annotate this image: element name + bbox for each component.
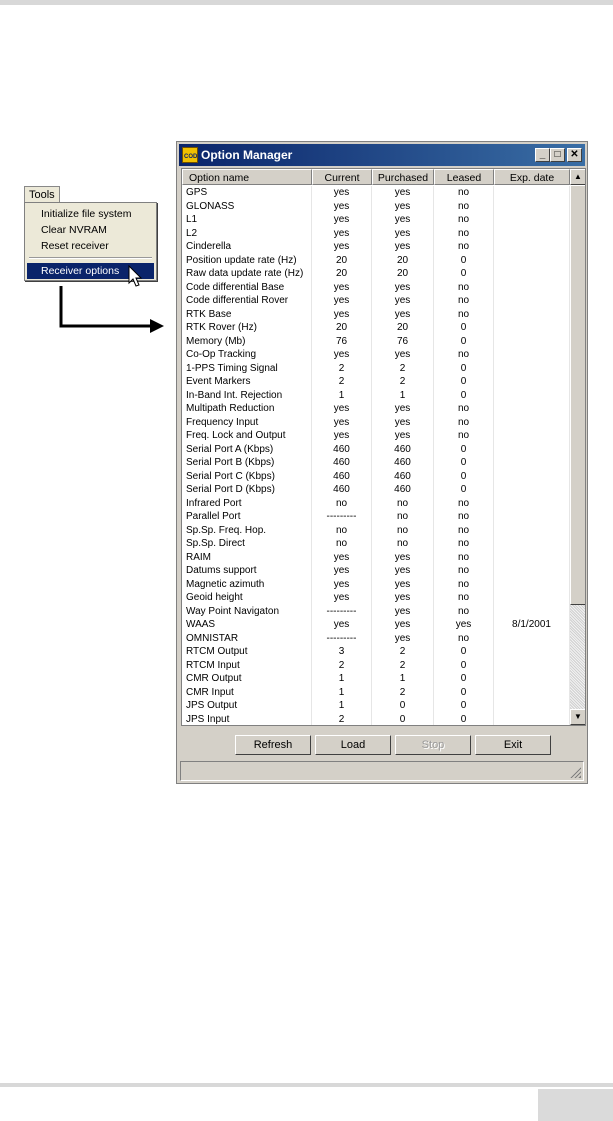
current-cell: yes	[312, 213, 372, 227]
exp-date-cell	[494, 456, 570, 470]
page-number-box	[538, 1089, 613, 1121]
leased-cell: no	[434, 416, 494, 430]
leased-cell: 0	[434, 335, 494, 349]
option-name-cell: WAAS	[182, 618, 312, 632]
table-row[interactable]	[182, 605, 570, 619]
exp-date-cell	[494, 200, 570, 214]
option-name-cell: Memory (Mb)	[182, 335, 312, 349]
leased-cell: 0	[434, 686, 494, 700]
leased-cell: 0	[434, 254, 494, 268]
current-cell: 20	[312, 254, 372, 268]
exp-date-cell	[494, 537, 570, 551]
current-cell: 460	[312, 443, 372, 457]
table-row[interactable]	[182, 240, 570, 254]
option-name-cell: Parallel Port	[182, 510, 312, 524]
purchased-cell: 2	[372, 659, 434, 673]
table-row[interactable]	[182, 402, 570, 416]
leased-cell: 0	[434, 713, 494, 727]
option-name-cell: JPS Output	[182, 699, 312, 713]
purchased-cell: yes	[372, 308, 434, 322]
option-name-cell: JPS Input	[182, 713, 312, 727]
exp-date-cell	[494, 470, 570, 484]
exp-date-cell	[494, 402, 570, 416]
leased-cell: no	[434, 213, 494, 227]
option-name-cell: Co-Op Tracking	[182, 348, 312, 362]
leased-cell: 0	[434, 470, 494, 484]
current-cell: ---------	[312, 605, 372, 619]
option-name-cell: Magnetic azimuth	[182, 578, 312, 592]
current-cell: yes	[312, 564, 372, 578]
purchased-cell: 460	[372, 470, 434, 484]
table-row[interactable]	[182, 591, 570, 605]
exp-date-cell	[494, 362, 570, 376]
menu-item-clear-nvram[interactable]: Clear NVRAM	[41, 224, 107, 236]
leased-cell: 0	[434, 645, 494, 659]
table-row[interactable]	[182, 510, 570, 524]
exp-date-cell	[494, 348, 570, 362]
table-row[interactable]	[182, 281, 570, 295]
page-bottom-rule	[0, 1083, 613, 1087]
exp-date-cell	[494, 645, 570, 659]
table-row[interactable]	[182, 456, 570, 470]
exp-date-cell	[494, 227, 570, 241]
current-cell: yes	[312, 240, 372, 254]
current-cell: 76	[312, 335, 372, 349]
leased-cell: 0	[434, 443, 494, 457]
option-name-cell: RTK Rover (Hz)	[182, 321, 312, 335]
current-cell: yes	[312, 416, 372, 430]
option-name-cell: Serial Port B (Kbps)	[182, 456, 312, 470]
column-header-purchased[interactable]: Purchased	[372, 169, 434, 185]
exp-date-cell	[494, 294, 570, 308]
exp-date-cell	[494, 389, 570, 403]
table-row[interactable]	[182, 483, 570, 497]
table-row[interactable]	[182, 362, 570, 376]
purchased-cell: yes	[372, 200, 434, 214]
option-name-cell: Position update rate (Hz)	[182, 254, 312, 268]
current-cell: 1	[312, 686, 372, 700]
option-name-cell: Cinderella	[182, 240, 312, 254]
exp-date-cell	[494, 213, 570, 227]
current-cell: 20	[312, 267, 372, 281]
purchased-cell: yes	[372, 294, 434, 308]
table-row[interactable]	[182, 618, 570, 632]
current-cell: no	[312, 497, 372, 511]
vertical-scrollbar[interactable]	[570, 169, 586, 725]
table-row[interactable]	[182, 497, 570, 511]
leased-cell: 0	[434, 672, 494, 686]
option-name-cell: RTCM Input	[182, 659, 312, 673]
table-row[interactable]	[182, 470, 570, 484]
purchased-cell: yes	[372, 186, 434, 200]
leased-cell: no	[434, 510, 494, 524]
scrollbar-thumb[interactable]	[570, 185, 586, 605]
table-row[interactable]	[182, 308, 570, 322]
leased-cell: no	[434, 308, 494, 322]
option-name-cell: Frequency Input	[182, 416, 312, 430]
exp-date-cell	[494, 605, 570, 619]
current-cell: yes	[312, 281, 372, 295]
current-cell: yes	[312, 551, 372, 565]
stop-button[interactable]: Stop	[395, 735, 471, 755]
table-row[interactable]	[182, 672, 570, 686]
exp-date-cell	[494, 429, 570, 443]
current-cell: yes	[312, 227, 372, 241]
table-row[interactable]	[182, 686, 570, 700]
leased-cell: no	[434, 294, 494, 308]
purchased-cell: no	[372, 537, 434, 551]
purchased-cell: yes	[372, 240, 434, 254]
purchased-cell: yes	[372, 632, 434, 646]
leased-cell: 0	[434, 456, 494, 470]
menu-item-receiver-options[interactable]: Receiver options	[27, 263, 154, 279]
leased-cell: 0	[434, 321, 494, 335]
leased-cell: no	[434, 551, 494, 565]
leased-cell: no	[434, 497, 494, 511]
purchased-cell: 2	[372, 645, 434, 659]
current-cell: yes	[312, 591, 372, 605]
table-row[interactable]	[182, 186, 570, 200]
table-row[interactable]	[182, 227, 570, 241]
table-row[interactable]	[182, 389, 570, 403]
exp-date-cell: 8/1/2001	[494, 618, 570, 632]
current-cell: yes	[312, 429, 372, 443]
table-row[interactable]	[182, 348, 570, 362]
exp-date-cell	[494, 510, 570, 524]
window-titlebar[interactable]	[179, 144, 585, 166]
exp-date-cell	[494, 672, 570, 686]
current-cell: no	[312, 524, 372, 538]
leased-cell: no	[434, 632, 494, 646]
current-cell: 20	[312, 321, 372, 335]
option-name-cell: Way Point Navigaton	[182, 605, 312, 619]
exp-date-cell	[494, 524, 570, 538]
purchased-cell: 0	[372, 699, 434, 713]
table-row[interactable]	[182, 551, 570, 565]
purchased-cell: yes	[372, 402, 434, 416]
option-name-cell: Code differential Rover	[182, 294, 312, 308]
menu-item-reset-receiver[interactable]: Reset receiver	[41, 240, 109, 252]
option-name-cell: RTCM Output	[182, 645, 312, 659]
current-cell: 2	[312, 362, 372, 376]
option-name-cell: Code differential Base	[182, 281, 312, 295]
leased-cell: no	[434, 564, 494, 578]
option-name-cell: GPS	[182, 186, 312, 200]
option-name-cell: 1-PPS Timing Signal	[182, 362, 312, 376]
table-row[interactable]	[182, 659, 570, 673]
purchased-cell: 20	[372, 321, 434, 335]
leased-cell: no	[434, 227, 494, 241]
option-name-cell: Event Markers	[182, 375, 312, 389]
leased-cell: no	[434, 281, 494, 295]
exp-date-cell	[494, 578, 570, 592]
leased-cell: no	[434, 578, 494, 592]
option-name-cell: Sp.Sp. Direct	[182, 537, 312, 551]
purchased-cell: yes	[372, 551, 434, 565]
leased-cell: 0	[434, 483, 494, 497]
load-button[interactable]: Load	[315, 735, 391, 755]
current-cell: yes	[312, 618, 372, 632]
option-name-cell: Serial Port C (Kbps)	[182, 470, 312, 484]
maximize-button[interactable]: □	[550, 148, 565, 162]
scroll-up-arrow-icon[interactable]: ▲	[570, 169, 586, 185]
window-title: Option Manager	[201, 148, 293, 162]
option-name-cell: RTK Base	[182, 308, 312, 322]
exp-date-cell	[494, 335, 570, 349]
table-row[interactable]	[182, 645, 570, 659]
current-cell: 460	[312, 483, 372, 497]
current-cell: 2	[312, 659, 372, 673]
option-name-cell: L2	[182, 227, 312, 241]
current-cell: yes	[312, 308, 372, 322]
option-name-cell: GLONASS	[182, 200, 312, 214]
column-header-leased[interactable]: Leased	[434, 169, 494, 185]
app-icon: COD	[182, 147, 198, 163]
table-row[interactable]	[182, 335, 570, 349]
table-row[interactable]	[182, 429, 570, 443]
leased-cell: no	[434, 402, 494, 416]
leased-cell: no	[434, 591, 494, 605]
purchased-cell: yes	[372, 348, 434, 362]
option-name-cell: OMNISTAR	[182, 632, 312, 646]
exp-date-cell	[494, 186, 570, 200]
exp-date-cell	[494, 267, 570, 281]
callout-arrow-icon	[56, 286, 166, 336]
table-row[interactable]	[182, 537, 570, 551]
current-cell: no	[312, 537, 372, 551]
leased-cell: no	[434, 537, 494, 551]
option-name-cell: Geoid height	[182, 591, 312, 605]
current-cell: yes	[312, 200, 372, 214]
exp-date-cell	[494, 686, 570, 700]
table-row[interactable]	[182, 713, 570, 727]
option-manager-window	[176, 141, 588, 784]
exp-date-cell	[494, 551, 570, 565]
option-name-cell: Serial Port D (Kbps)	[182, 483, 312, 497]
current-cell: 460	[312, 456, 372, 470]
refresh-button[interactable]: Refresh	[235, 735, 311, 755]
option-name-cell: Datums support	[182, 564, 312, 578]
exp-date-cell	[494, 308, 570, 322]
table-row[interactable]	[182, 632, 570, 646]
options-table	[181, 168, 586, 726]
leased-cell: no	[434, 240, 494, 254]
purchased-cell: yes	[372, 564, 434, 578]
purchased-cell: 2	[372, 686, 434, 700]
table-row[interactable]	[182, 699, 570, 713]
scroll-down-arrow-icon[interactable]: ▼	[570, 709, 586, 725]
leased-cell: no	[434, 605, 494, 619]
exp-date-cell	[494, 443, 570, 457]
current-cell: yes	[312, 294, 372, 308]
leased-cell: 0	[434, 699, 494, 713]
current-cell: 3	[312, 645, 372, 659]
exp-date-cell	[494, 416, 570, 430]
purchased-cell: 20	[372, 267, 434, 281]
current-cell: 1	[312, 699, 372, 713]
current-cell: yes	[312, 348, 372, 362]
leased-cell: no	[434, 200, 494, 214]
option-name-cell: Sp.Sp. Freq. Hop.	[182, 524, 312, 538]
option-name-cell: Multipath Reduction	[182, 402, 312, 416]
table-row[interactable]	[182, 578, 570, 592]
purchased-cell: yes	[372, 213, 434, 227]
exp-date-cell	[494, 591, 570, 605]
leased-cell: yes	[434, 618, 494, 632]
purchased-cell: 76	[372, 335, 434, 349]
column-header-current[interactable]: Current	[312, 169, 372, 185]
option-name-cell: Serial Port A (Kbps)	[182, 443, 312, 457]
option-name-cell: In-Band Int. Rejection	[182, 389, 312, 403]
purchased-cell: yes	[372, 591, 434, 605]
exp-date-cell	[494, 497, 570, 511]
purchased-cell: yes	[372, 618, 434, 632]
leased-cell: no	[434, 348, 494, 362]
option-name-cell: CMR Input	[182, 686, 312, 700]
current-cell: ---------	[312, 510, 372, 524]
option-name-cell: Raw data update rate (Hz)	[182, 267, 312, 281]
purchased-cell: 20	[372, 254, 434, 268]
purchased-cell: yes	[372, 227, 434, 241]
leased-cell: 0	[434, 362, 494, 376]
current-cell: 460	[312, 470, 372, 484]
leased-cell: 0	[434, 267, 494, 281]
purchased-cell: 1	[372, 389, 434, 403]
purchased-cell: 2	[372, 375, 434, 389]
table-row[interactable]	[182, 254, 570, 268]
exp-date-cell	[494, 254, 570, 268]
column-header-option-name[interactable]: Option name	[182, 169, 312, 185]
current-cell: yes	[312, 578, 372, 592]
current-cell: 1	[312, 389, 372, 403]
close-button[interactable]: ✕	[567, 148, 582, 162]
purchased-cell: yes	[372, 429, 434, 443]
option-name-cell: RAIM	[182, 551, 312, 565]
table-row[interactable]	[182, 267, 570, 281]
minimize-button[interactable]: _	[535, 148, 550, 162]
purchased-cell: yes	[372, 605, 434, 619]
menu-item-initialize-file-system[interactable]: Initialize file system	[41, 208, 132, 220]
purchased-cell: 1	[372, 672, 434, 686]
table-row[interactable]	[182, 200, 570, 214]
purchased-cell: 460	[372, 443, 434, 457]
option-name-cell: L1	[182, 213, 312, 227]
purchased-cell: no	[372, 524, 434, 538]
current-cell: 2	[312, 713, 372, 727]
exp-date-cell	[494, 659, 570, 673]
exp-date-cell	[494, 375, 570, 389]
exp-date-cell	[494, 483, 570, 497]
option-name-cell: Freq. Lock and Output	[182, 429, 312, 443]
current-cell: 2	[312, 375, 372, 389]
exp-date-cell	[494, 632, 570, 646]
resize-grip-icon[interactable]	[569, 766, 581, 778]
table-row[interactable]	[182, 213, 570, 227]
purchased-cell: no	[372, 497, 434, 511]
leased-cell: 0	[434, 389, 494, 403]
purchased-cell: yes	[372, 578, 434, 592]
current-cell: yes	[312, 402, 372, 416]
table-row[interactable]	[182, 416, 570, 430]
table-row[interactable]	[182, 321, 570, 335]
purchased-cell: 0	[372, 713, 434, 727]
leased-cell: 0	[434, 375, 494, 389]
status-bar	[180, 761, 584, 781]
tools-menu-title[interactable]: Tools	[24, 186, 60, 202]
table-body	[182, 186, 570, 726]
current-cell: ---------	[312, 632, 372, 646]
exp-date-cell	[494, 240, 570, 254]
menu-separator	[29, 257, 152, 259]
purchased-cell: yes	[372, 416, 434, 430]
column-header-exp-date[interactable]: Exp. date	[494, 169, 570, 185]
exp-date-cell	[494, 564, 570, 578]
exp-date-cell	[494, 321, 570, 335]
exp-date-cell	[494, 713, 570, 727]
table-row[interactable]	[182, 524, 570, 538]
exp-date-cell	[494, 699, 570, 713]
purchased-cell: 2	[372, 362, 434, 376]
table-row[interactable]	[182, 443, 570, 457]
table-row[interactable]	[182, 294, 570, 308]
leased-cell: no	[434, 524, 494, 538]
exit-button[interactable]: Exit	[475, 735, 551, 755]
purchased-cell: 460	[372, 483, 434, 497]
purchased-cell: no	[372, 510, 434, 524]
page-top-rule	[0, 0, 613, 5]
option-name-cell: Infrared Port	[182, 497, 312, 511]
table-header	[182, 169, 570, 185]
leased-cell: no	[434, 186, 494, 200]
current-cell: yes	[312, 186, 372, 200]
purchased-cell: 460	[372, 456, 434, 470]
exp-date-cell	[494, 281, 570, 295]
purchased-cell: yes	[372, 281, 434, 295]
leased-cell: no	[434, 429, 494, 443]
table-row[interactable]	[182, 564, 570, 578]
option-name-cell: CMR Output	[182, 672, 312, 686]
current-cell: 1	[312, 672, 372, 686]
leased-cell: 0	[434, 659, 494, 673]
table-row[interactable]	[182, 375, 570, 389]
